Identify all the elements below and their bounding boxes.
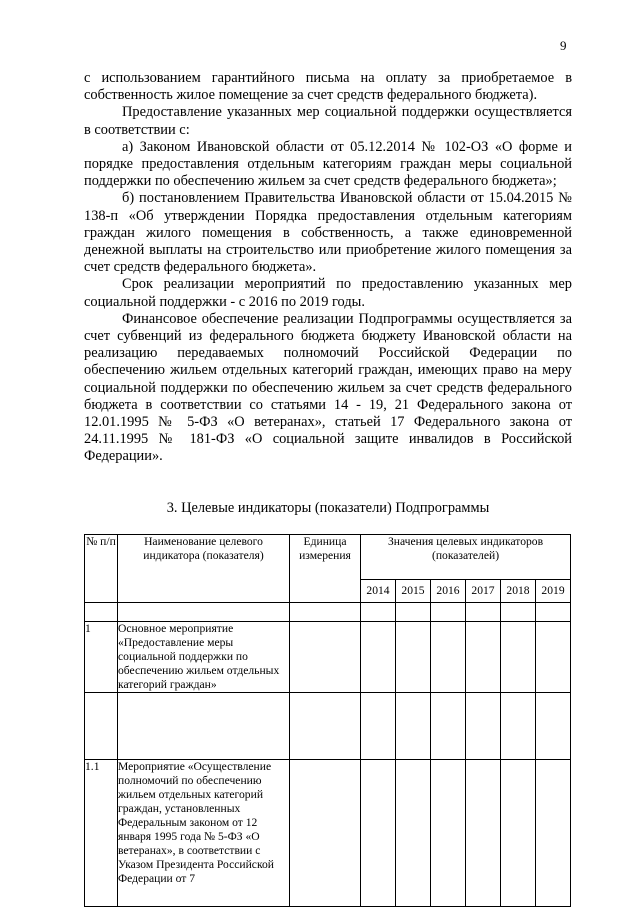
header-year: 2016 — [431, 580, 466, 603]
table-spacer-row — [85, 603, 571, 622]
paragraph: а) Законом Ивановской области от 05.12.2014 № 102-ОЗ «О форме и порядке предоставления отдельным категориям граждан меры социальной поддержки по обеспечению жильем за счет средств федерального бюджета»; — [84, 138, 572, 190]
paragraph: Предоставление указанных мер социальной поддержки осуществляется в соответствии с: — [84, 104, 572, 138]
section-title: 3. Целевые индикаторы (показатели) Подпрограммы — [166, 500, 490, 516]
paragraph: Срок реализации мероприятий по предоставлению указанных мер социальной поддержки - с 2016 по 2019 годы. — [84, 276, 572, 310]
header-year: 2017 — [466, 580, 501, 603]
header-num: № п/п — [85, 535, 118, 603]
body-text — [84, 70, 572, 466]
table-row — [85, 622, 571, 693]
header-unit: Единица измерения — [290, 535, 361, 603]
table-row — [85, 760, 571, 907]
header-year: 2019 — [536, 580, 571, 603]
indicators-table — [84, 534, 571, 907]
row-num: 1 — [85, 622, 118, 693]
paragraph: с использованием гарантийного письма на оплату за приобретаемое в собственность жилое помещение за счет средств федерального бюджета). — [84, 70, 572, 104]
header-values: Значения целевых индикаторов (показателей) — [361, 535, 571, 580]
row-num: 1.1 — [85, 760, 118, 907]
header-name: Наименование целевого индикатора (показателя) — [118, 535, 290, 603]
header-year: 2018 — [501, 580, 536, 603]
header-year: 2014 — [361, 580, 396, 603]
paragraph: Финансовое обеспечение реализации Подпрограммы осуществляется за счет субвенций из федерального бюджета бюджету Ивановской области на реализацию передаваемых полномочий Российской Федерации по обеспечению жильем отдельных категорий граждан, имеющих право на меру социальной поддержки по обеспечению жильем за счет средств федерального бюджета в соответствии со статьями 14 - 19, 21 Федерального закона от 12.01.1995 № 5-ФЗ «О ветеранах», статьей 17 Федерального закона от 24.11.1995 № 181-ФЗ «О социальной защите инвалидов в Российской Федерации». — [84, 310, 572, 465]
page-number: 9 — [560, 38, 567, 53]
paragraph: б) постановлением Правительства Ивановской области от 15.04.2015 № 138-п «Об утверждении Порядка предоставления отдельным категориям граждан жилого помещения в собственность, а также единовременной денежной выплаты на строительство или приобретение жилого помещения за счет средств федерального бюджета». — [84, 190, 572, 276]
header-year: 2015 — [396, 580, 431, 603]
row-name: Мероприятие «Осуществление полномочий по обеспечению жильем отдельных категорий граждан, установленных Федеральным законом от 12 января 1995 года № 5-ФЗ «О ветеранах», в соответствии с Указом Президента Российской Федерации от 7 — [118, 760, 290, 907]
row-name: Основное мероприятие «Предоставление меры социальной поддержки по обеспечению жильем отдельных категорий граждан» — [118, 622, 290, 693]
table-spacer-row — [85, 693, 571, 760]
